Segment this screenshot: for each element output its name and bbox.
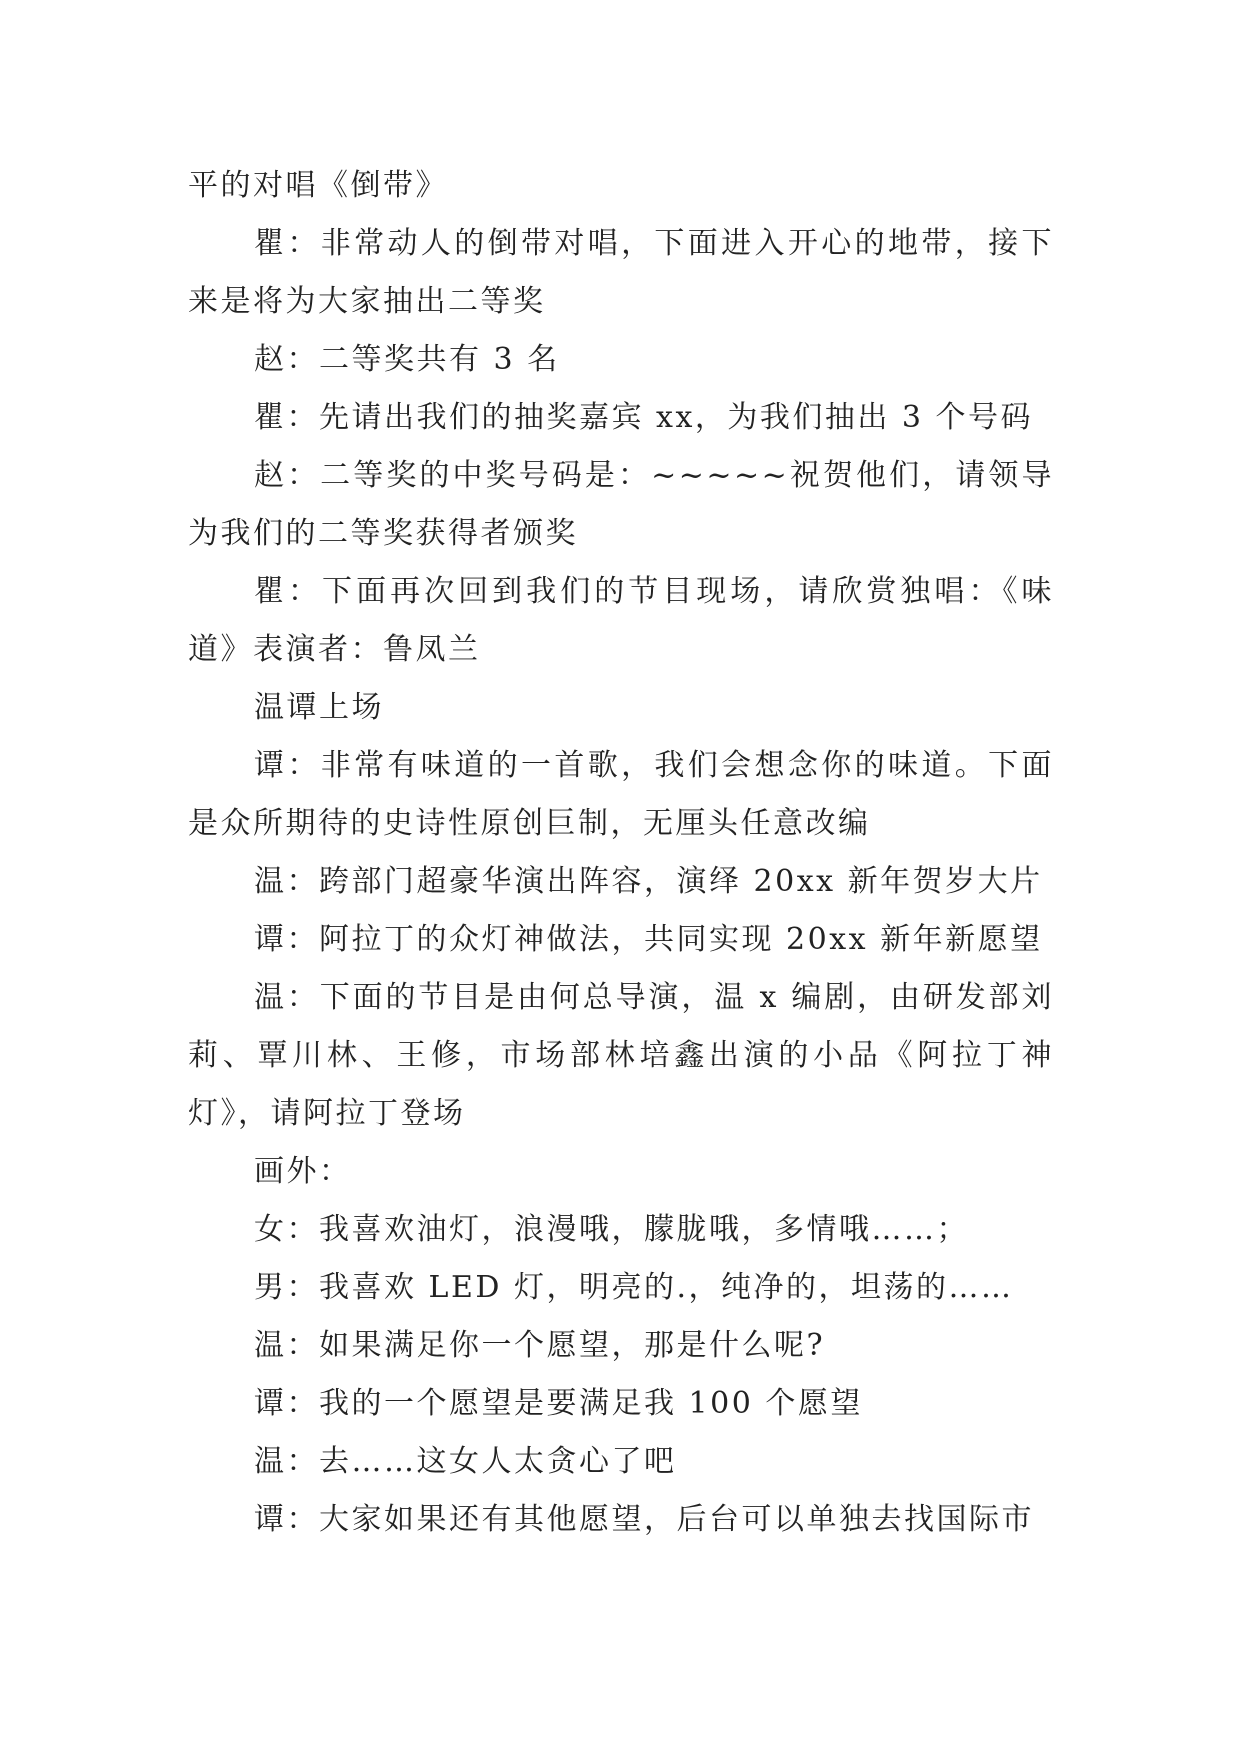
paragraph-1: 平的对唱《倒带》 — [188, 168, 448, 203]
paragraph-17: 温：去……这女人太贪心了吧 — [254, 1444, 677, 1479]
paragraph-10: 谭：阿拉丁的众灯神做法，共同实现 20xx 新年新愿望 — [254, 922, 1043, 957]
paragraph-2: 瞿：非常动人的倒带对唱，下面进入开心的地带，接下来是将为大家抽出二等奖 — [188, 226, 1054, 319]
paragraph-15: 温：如果满足你一个愿望，那是什么呢? — [254, 1328, 826, 1363]
paragraph-13: 女：我喜欢油灯，浪漫哦，朦胧哦，多情哦……； — [254, 1212, 969, 1247]
paragraph-3: 赵：二等奖共有 3 名 — [254, 342, 560, 377]
paragraph-4: 瞿：先请出我们的抽奖嘉宾 xx，为我们抽出 3 个号码 — [254, 400, 1034, 435]
paragraph-5: 赵：二等奖的中奖号码是：~~~~~祝贺他们，请领导为我们的二等奖获得者颁奖 — [188, 458, 1054, 551]
paragraph-12: 画外： — [254, 1154, 352, 1189]
paragraph-18: 谭：大家如果还有其他愿望，后台可以单独去找国际市 — [254, 1502, 1034, 1537]
paragraph-9: 温：跨部门超豪华演出阵容，演绎 20xx 新年贺岁大片 — [254, 864, 1043, 899]
paragraph-14: 男：我喜欢 LED 灯，明亮的.，纯净的，坦荡的…… — [254, 1270, 1014, 1305]
paragraph-16: 谭：我的一个愿望是要满足我 100 个愿望 — [254, 1386, 863, 1421]
paragraph-8: 谭：非常有味道的一首歌，我们会想念你的味道。下面是众所期待的史诗性原创巨制，无厘头任意改编 — [188, 748, 1054, 841]
paragraph-7: 温谭上场 — [254, 690, 384, 725]
paragraph-6: 瞿：下面再次回到我们的节目现场，请欣赏独唱：《味道》表演者：鲁凤兰 — [188, 574, 1054, 667]
paragraph-11: 温：下面的节目是由何总导演，温 x 编剧，由研发部刘莉、覃川林、王修，市场部林培鑫出演的小品《阿拉丁神灯》，请阿拉丁登场 — [188, 980, 1054, 1131]
document-body — [188, 157, 1054, 1549]
